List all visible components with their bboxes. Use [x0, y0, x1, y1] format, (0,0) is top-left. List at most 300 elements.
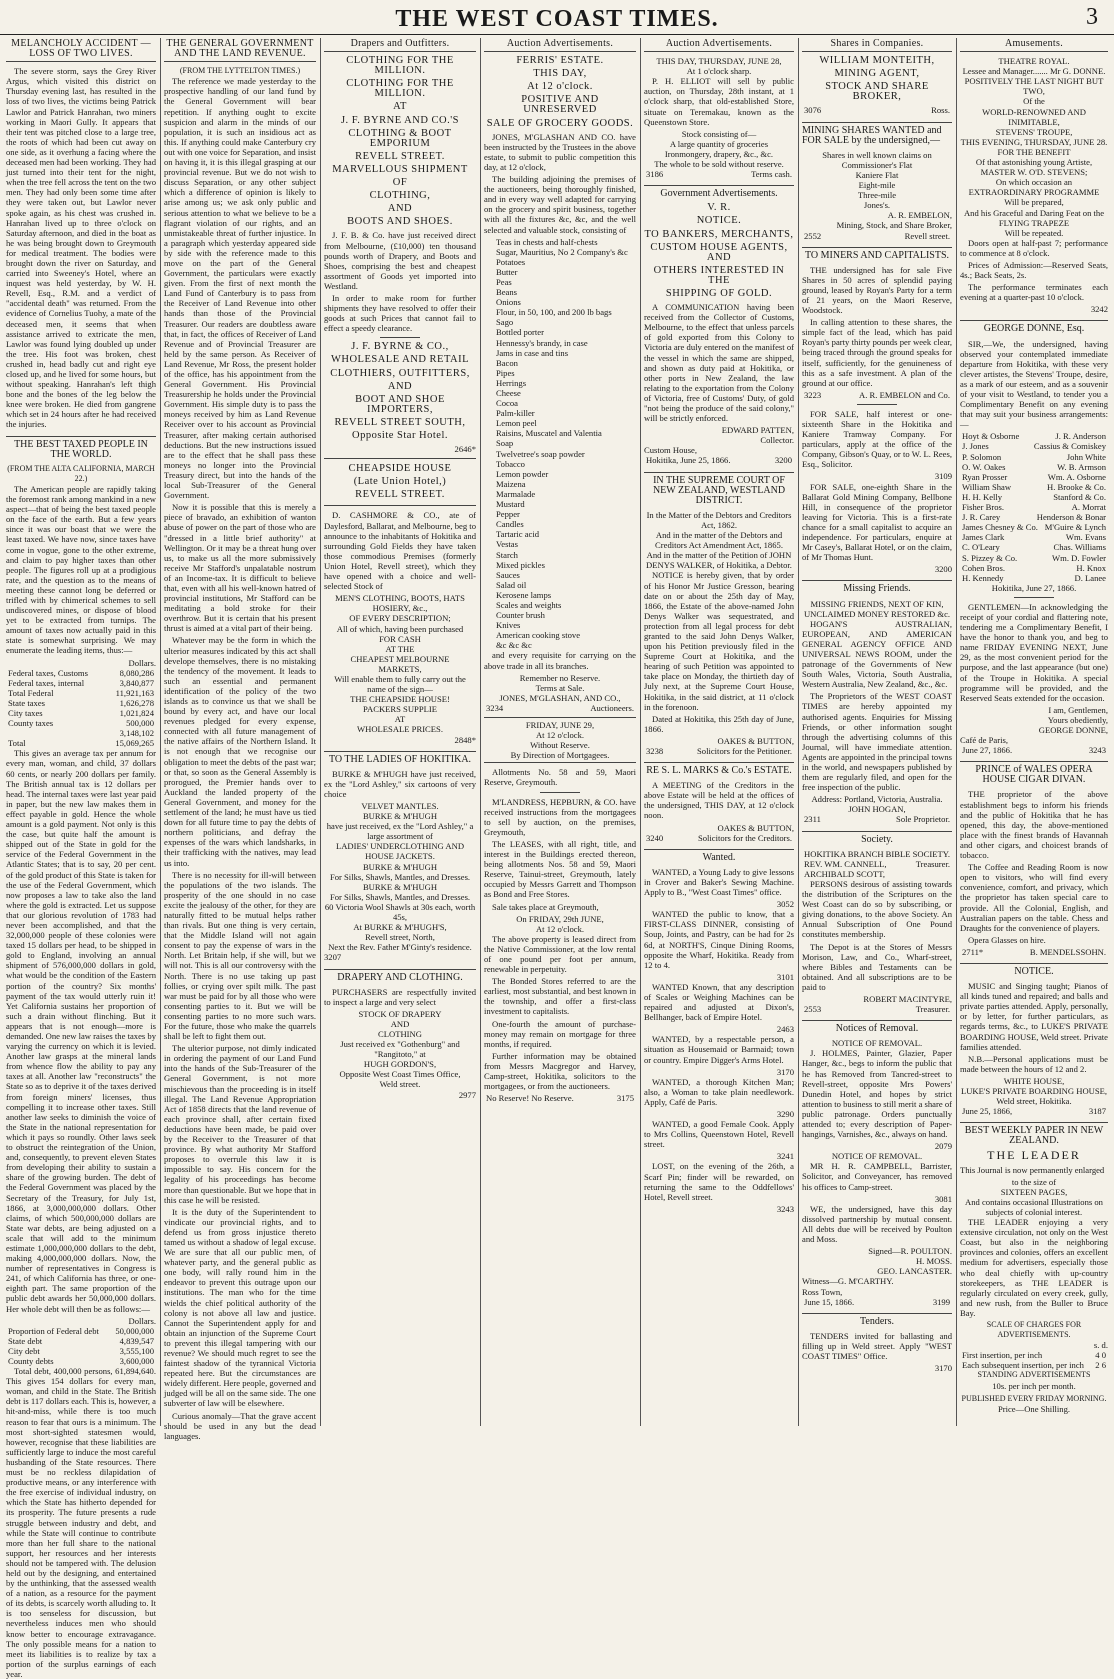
ad-body: The Bonded Stores referred to are the earliest, most substantial, and best known in the township, and offer a first-class investment to capitalists. — [484, 976, 636, 1017]
ad-line: PACKERS SUPPLIE — [363, 704, 437, 715]
ad-line: Revell street, North, — [365, 932, 435, 943]
ad-role: Sole Proprietor. — [896, 814, 950, 825]
ad-body: MUSIC and Singing taught; Pianos of all kinds tuned and repaired; and balls and private parties attended. Apply, personally, or by letter, for further particulars, as regards terms, &c., to LUKE'S PRIVATE BOARDING HOUSE, Weld street. Private families attended. — [960, 981, 1108, 1052]
ad-line: Eight-mile — [858, 180, 896, 191]
row-value: 1,021,824 — [119, 708, 154, 718]
signatory-name: A. Morrat — [1071, 502, 1106, 513]
article-source: (FROM THE LYTTELTON TIMES.) — [179, 66, 301, 76]
ad-line: HOSIERY, &c., — [372, 603, 428, 614]
ad-line: Lemon powder — [496, 468, 549, 479]
ad-line: Vestas — [496, 539, 518, 550]
ad-line: WILLIAM MONTEITH, — [819, 55, 935, 67]
wanted-ad: WANTED, a Young Lady to give lessons in Crover and Baker's Sewing Machine. Apply to B., "West Coast Times" office. — [644, 866, 794, 898]
ad-number: 2646* — [454, 444, 476, 455]
ad-line: STOCK AND SHARE BROKER, — [825, 81, 929, 103]
ad-line: VELVET MANTLES. — [361, 801, 439, 811]
ad-signature: EDWARD PATTEN, — [721, 425, 794, 436]
row-value: 2 6 — [1095, 1360, 1106, 1371]
ad-heading: RE S. L. MARKS & Co.'s ESTATE. — [644, 762, 794, 776]
auction-friday — [484, 717, 636, 763]
signatory-name: J. Jones — [962, 441, 989, 452]
ad-line: By Direction of Mortgagees. — [510, 750, 610, 761]
column-3 — [324, 38, 476, 1426]
row-value: 500,000 — [126, 718, 154, 729]
signatory-row — [960, 452, 1108, 462]
ad-body: Dated at Hokitika, this 25th day of June, 1866. — [644, 713, 794, 734]
ad-line: And in the matter of the Petition of JOHN DENYS WALKER, of Hokitika, a Debtor. — [646, 550, 792, 571]
ad-line: STANDING ADVERTISEMENTS — [977, 1370, 1091, 1380]
signatory-row — [960, 532, 1108, 542]
ad-line: EXTRAORDINARY PROGRAMME — [968, 187, 1100, 198]
ad-signature: JOHN HOGAN, — [848, 804, 906, 815]
table-unit: Dollars. — [128, 1315, 156, 1326]
table-row — [6, 1356, 156, 1366]
column-rule — [640, 38, 641, 1426]
row-value: 8,080,286 — [119, 667, 154, 678]
ad-line: Tartaric acid — [496, 529, 540, 540]
column-rule — [160, 38, 161, 1426]
ad-line: GEORGE DONNE, — [1038, 725, 1108, 735]
ad-number: 3175 — [616, 1093, 634, 1104]
ad-line: Lessee and Manager....... Mr G. DONNE. — [962, 66, 1106, 77]
ad-heading: TO THE LADIES OF HOKITIKA. — [324, 751, 476, 765]
table-row — [6, 738, 156, 748]
ad-line: Sauces — [496, 569, 520, 580]
ad-line: THEATRE ROYAL. — [998, 56, 1070, 67]
ad-line: OTHERS INTERESTED IN THE — [653, 264, 785, 286]
ad-body: M'LANDRESS, HEPBURN, & CO. have received instructions from the mortgagees to sell by auction, on the premises, Greymouth, — [484, 796, 636, 837]
signatory-name: Ryan Prosser — [962, 471, 1008, 482]
ad-body: P. H. ELLIOT will sell by public auction, on Thursday, 28th instant, at 1 o'clock sharp, that old-established Store, situate on Teremakau, known as the Queenstown Store. — [644, 76, 794, 127]
signatory-name: H. Kennedy — [962, 572, 1004, 583]
ad-place: Custom House, — [644, 445, 697, 456]
ad-line: Price—One Shilling. — [997, 1403, 1071, 1414]
ad-body: NOTICE is hereby given, that by order of his Honor Mr Justice Gresson, bearing date on or about the 25th day of May, 1866, the Estate of the above-named John Denys Walker was sequestrated, and protection from all legal process for debt granted to the said John Denys Walker, upon his Petition previously filed in the Supreme Court at Hokitika, and the hearing of such Petition was appointed to take place on Monday, the thirtieth day of July next, at the Supreme Court House, Hokitika, in the said district, at 11 o'clock in the forenoon. — [644, 570, 794, 712]
row-value: 11,921,163 — [115, 687, 154, 698]
ad-line: THIS DAY, — [533, 68, 587, 80]
ad-line: On which occasion an — [995, 177, 1073, 188]
ad-heading: NOTICE OF REMOVAL. — [831, 1151, 923, 1162]
ad-line: Commissioner's Flat — [841, 159, 913, 170]
ad-number: 3207 — [324, 952, 342, 963]
ad-line: Twelvetree's soap powder — [496, 448, 585, 459]
signatory-name: James Clark — [962, 532, 1005, 543]
ad-heading: GEORGE DONNE, Esq. — [960, 320, 1108, 334]
ad-line: REVELL STREET. — [355, 489, 445, 501]
ad-number: 2463 — [776, 1024, 794, 1035]
row-label: City taxes — [8, 708, 43, 718]
columns — [6, 38, 1108, 1679]
signatory-row — [960, 512, 1108, 522]
row-label: Total Federal — [8, 687, 54, 698]
ad-line: WHITE HOUSE, — [1003, 1075, 1065, 1086]
signatory-name: Cohen Bros. — [962, 562, 1005, 573]
ad-line: Next the Rev. Father M'Ginty's residence. — [328, 942, 472, 953]
ad-line: HUGH GORDON'S, — [363, 1059, 437, 1070]
column-5 — [644, 38, 794, 1426]
ad-lines — [324, 801, 476, 952]
table-row — [6, 1326, 156, 1336]
ad-line: Sugar, Mauritius, No 2 Company's &c — [496, 246, 628, 257]
ad-line: Cheese — [496, 388, 521, 398]
ad-date: June 27, 1866. — [962, 745, 1013, 756]
row-label: Each subsequent insertion, per inch — [962, 1360, 1084, 1371]
ad-line: AND — [387, 203, 413, 215]
ad-date: Hokitika, June 27, 1866. — [991, 582, 1077, 593]
ad-line: BOOT AND SHOE IMPORTERS, — [355, 393, 445, 415]
row-value: 1,626,278 — [119, 697, 154, 708]
row-label: County taxes — [8, 718, 54, 729]
ad-line: At 12 o'clock. — [535, 730, 585, 741]
signatory-name: Chas. Williams — [1053, 542, 1106, 553]
ad-line: POSITIVELY THE LAST NIGHT BUT TWO, — [964, 76, 1104, 97]
ad-line: Opposite West Coast Times Office, — [339, 1069, 461, 1080]
section-heading: Auction Advertisements. — [644, 39, 794, 52]
ad-witness: Witness—G. M'CARTHY. — [802, 1276, 894, 1287]
ad-line: All of which, having been purchased — [336, 623, 464, 634]
ad-line: CUSTOM HOUSE AGENTS, AND — [650, 241, 788, 263]
ad-role: Solicitors for the Petitioner. — [697, 746, 792, 756]
signatory-name: J. R. Carey — [962, 512, 1001, 523]
ad-body: A MEETING of the Creditors in the above Estate will be held at the offices of the undersigned, THIS DAY, at 12 o'clock noon. — [644, 780, 794, 821]
ad-line: THE CHEAPSIDE HOUSE! — [350, 694, 450, 705]
ad-line: Onions — [496, 297, 521, 308]
ad-line: Pipes — [496, 367, 515, 378]
ad-line: Peas — [496, 276, 512, 287]
ad-signature: B. MENDELSSOHN. — [1029, 946, 1106, 957]
ad-number: 2977 — [458, 1089, 476, 1100]
table-row — [960, 1360, 1108, 1370]
ad-number: 3199 — [932, 1296, 950, 1307]
ad-line: On FRIDAY, 29th JUNE, — [516, 913, 604, 924]
ad-line: REVELL STREET SOUTH, — [334, 416, 466, 428]
ad-number: 3101 — [776, 971, 794, 982]
ad-body: PERSONS desirous of assisting towards the distribution of the Scriptures on the West Coast can do so by subscribing, or giving donations, to the above Society. An Annual Subscription of One Pound constitutes membership. — [802, 878, 952, 940]
table-row — [6, 698, 156, 708]
ad-theatre-royal — [960, 56, 1108, 238]
signatory-row — [960, 472, 1108, 482]
ad-lines — [324, 1009, 476, 1090]
ad-line: CLOTHING FOR THE MILLION. — [346, 55, 454, 77]
ad-line: OF — [392, 177, 408, 189]
ad-body: N.B.—Personal applications must be made between the hours of 12 and 2. — [960, 1053, 1108, 1074]
ad-line: Maizena — [496, 478, 526, 489]
ad-line: CLOTHING FOR THE MILLION. — [346, 78, 454, 100]
ad-signature: OAKES & BUTTON, — [717, 822, 794, 833]
article-heading: THE BEST TAXED PEOPLE IN THE WORLD. — [6, 436, 156, 460]
signatory-name: P. Solomon — [962, 451, 1002, 462]
ad-lines — [324, 593, 476, 734]
signatory-name: James Chesney & Co. — [962, 522, 1038, 533]
section-heading: Auction Advertisements. — [484, 39, 636, 52]
ad-body: The performance terminates each evening at a quarter-past 10 o'clock. — [960, 282, 1108, 303]
ad-line: WORLD-RENOWNED AND INIMITABLE, — [982, 106, 1086, 127]
ad-line: 10s. per inch per month. — [992, 1380, 1076, 1391]
table-row — [960, 1350, 1108, 1360]
ad-number: 3238 — [646, 746, 664, 756]
ad-line: Three-mile — [857, 190, 897, 201]
ad-body: Sale takes place at Greymouth, — [492, 901, 599, 912]
table-row — [6, 708, 156, 718]
ad-line: Yours obediently, — [1047, 714, 1108, 725]
masthead-title: THE WEST COAST TIMES. — [395, 6, 719, 32]
page-number: 3 — [1086, 4, 1098, 30]
ad-line: Jones's. — [863, 200, 891, 211]
ad-line: At BURKE & M'HUGH'S, — [353, 922, 447, 933]
ad-line: OF EVERY DESCRIPTION; — [349, 613, 451, 624]
ad-secretary: ARCHIBALD SCOTT, — [804, 868, 886, 879]
signatory-row — [960, 522, 1108, 532]
column-6 — [802, 38, 952, 1426]
ad-line: WHOLESALE AND RETAIL — [330, 354, 470, 366]
ad-body: The building adjoining the premises of the auctioneers, being thoroughly finished, and in every way well adapted for carrying on the grocery and spirit business, together with all the fixtures &c, &c, and the well selected and valuable stock, consisting of — [484, 174, 636, 235]
section-heading: Notices of Removal. — [802, 1020, 952, 1034]
ad-terms: Terms cash. — [751, 169, 792, 180]
ad-line: Kerosene lamps — [496, 589, 552, 600]
ad-line: Stock consisting of— — [681, 128, 757, 139]
advertisement-byrne-wholesale — [324, 342, 476, 441]
ad-body: A COMMUNICATION having been received from the Collector of Customs, Melbourne, to the effect that unless parcels of gold exported from this Colony to Victoria are duly entered on the manifest of the vessel in which the same are shipped, and shown as duty paid at Hokitika, or other ports in New Zealand, the law relating to the exportation from the Colony of Victoria, free of Customs' Duty, of gold "not being the produce of the said colony," will be strictly enforced. — [644, 302, 794, 424]
ad-line: Potatoes — [496, 256, 526, 267]
ad-heading: HOKITIKA BRANCH BIBLE SOCIETY. — [804, 848, 950, 859]
ad-line: STEVENS' TROUPE, — [995, 126, 1073, 137]
ad-line: Jams in case and tins — [496, 347, 569, 358]
ad-line: Pepper — [496, 509, 520, 520]
article-paragraph: Curious anomaly—That the grave accent should be used in any but the dead languages. — [164, 1410, 316, 1441]
signatory-row — [960, 441, 1108, 451]
ad-heading: MISSING FRIENDS, NEXT OF KIN, UNCLAIMED MONEY RESTORED &c. — [803, 598, 951, 619]
ad-line: CHEAPSIDE HOUSE — [348, 463, 452, 475]
ad-number: 3223 — [804, 389, 822, 400]
ad-line: Scales and weights — [496, 599, 562, 610]
ad-line: Opposite Star Hotel. — [351, 430, 449, 441]
ad-line: Butter — [496, 266, 518, 277]
ad-line: Teas in chests and half-chests — [496, 236, 598, 247]
ad-line: 60 Victoria Wool Shawls at 30s each, worth 45s, — [324, 901, 476, 923]
wanted-ad: WANTED the public to know, that a FIRST-CLASS DINNER, consisting of Soup, Joints, and Pastry, can be had for 2s 6d, at NORTH'S, Cinque Dining Rooms, opposite the Wharf, Hokitika. Ready from 12 to 4. — [644, 909, 794, 970]
ad-line: LADIES' UNDERCLOTHING AND HOUSE JACKETS. — [335, 841, 465, 862]
article-paragraph: This gives an average tax per annum for every man, woman, and child, 37 dollars 60 cents, or nearly 200 dollars per family. The British annual tax is 12 dollars per head. The internal taxes were last year paid in paper, but the new law makes them in effect payable in gold. Hence the whole amount is a gold payment. Not only is this the case, but quite half the amount is shipped out of the State in gold for the service of the Federal Government in the Atlantic States; that is to say, 20 per cent. of the gold product of this State is taken for the use of the Federal Government, which now proposes a law to take also the land where the gold is extracted. Let us suppose that our glorious revolution of 1783 had never been accomplished, and that the 32,000,000 people of these colonies were taxed 15 dollars per head, to be shipped in gold to England, involving an annual shipment of 576,000,000 dollars in gold, what would be the condition of the Eastern portion of the country? Six months' payment of the tax would utterly ruin it! Yet California sustains her proportion of such a drain without flinching. But it appears that is not enough—more is demanded. One new law raises the taxes by varying the currency on which it is levied. Another law grasps at the mineral lands from whence flow the ability to pay any taxes at all. Another law "reconstructs" the State so as to deprive it of the taxes derived from foreign miners' licenses, thus compelling it to increase other taxes. Still another law seeks to diminish the voice of the State in the national representation for which it pays so roundly. Other laws seek to obstruct the reintegration of the Union, and, consequently, to prevent eleven States from developing their ability to sustain a share of the growing burden. The debt of the Federal Government was placed by the Secretary of the Treasury, for July 1st, 1866, at 3,000,000,000 dollars. Other claims, of which 500,000,000 dollars are State war debts, are being adjusted on a scale that will add to the minimum estimate 1,000,000,000 dollars to the debt, making 4,000,000,000 dollars. Now, the number of representatives in Congress is 241, of which California has three, or one-eighth part. The same proportion of the public debt awards her 50,000,000 dollars. Her whole debt will then be as follows:— — [6, 748, 156, 1314]
ad-body: The LEASES, with all right, title, and interest in the Buildings erected thereon, being allotments Nos. 58 and 59, Maori Reserve, Tainui-street, Greymouth, lately occupied by Messrs Garrett and Thompson as Bond and Free Stores. — [484, 838, 636, 900]
ad-line: Candles — [496, 519, 524, 530]
ad-body: GENTLEMEN—In acknowledging the receipt of your cordial and flattering note, tendering me a Complimentary Benefit, I have the honor to thank you, and beg to name FRIDAY EVENING NEXT, June 29, as the most convenient period for the purpose, and the last appearance (but one) of the Troupe in Hokitika. A special programme will be provided, and the Reserved Seats extended for the occasion. — [960, 601, 1108, 703]
row-label: State taxes — [8, 697, 45, 708]
ad-line: AT — [394, 714, 406, 725]
ad-title: NOTICE. — [696, 215, 742, 227]
ad-body: In order to make room for further shipments they have resolved to offer their goods at such Prices that cannot fail to effect a speedy clearance. — [324, 292, 476, 334]
ad-line: At 12 o'clock. — [527, 81, 593, 93]
ad-lines — [484, 914, 636, 934]
ad-line: THIS EVENING, THURSDAY, JUNE 28. — [960, 136, 1108, 147]
ad-line: subjects of colonial interest. — [985, 1206, 1083, 1217]
ad-line: Will be prepared, — [1004, 197, 1064, 208]
ad-line: BOOTS AND SHOES. — [347, 216, 453, 228]
ad-line: JONES, M'GLASHAN, AND CO., — [499, 692, 621, 703]
ad-line: Marmalade — [496, 488, 536, 499]
article-paragraph: The American people are rapidly taking the foremost rank among mankind in a new aspect—that of being the best taxed people on the face of the earth. But a few years since it was our boast that we were the least taxed. We have now, since taxes have come in vogue, gone to the other extreme, and claim to pay higher taxes than other people. The figures roll up at a prodigious rate, and the question as to the means of meeting these cannot long be deferred or trifled with by chimerical schemes to sell undiscovered mines, or dispose of blood yet to be extracted from turnips. The amount of taxes now actually paid in this state is somewhat surprising. We may enumerate the leading items, thus:— — [6, 483, 156, 656]
ad-line: Ironmongery, drapery, &c., &c. — [664, 148, 774, 159]
ad-line: CLOTHING — [378, 1028, 422, 1039]
ad-lines — [960, 705, 1108, 735]
ad-body: SIR,—We, the undersigned, having observed your contemplated immediate departure from Hokitika, with these very clever artistes, the Stevens' Troupe, desire, as a mark of our esteem, and as a souvenir of your visit to Westland, to tender you a Complimentary Benefit on any evening that may suit your business arrangements:— — [960, 338, 1108, 430]
ad-line: Bottled porter — [496, 327, 544, 338]
ad-line: MASTER W. O'D. STEVENS; — [980, 167, 1088, 178]
ad-role: Collector. — [760, 435, 794, 446]
ad-line: REVELL STREET. — [355, 150, 445, 162]
signatory-name: W. B. Armson — [1057, 461, 1106, 472]
ad-number: 2553 — [804, 1004, 822, 1015]
ad-line: Will be repeated. — [1004, 227, 1064, 238]
ad-body: Further information may be obtained from Messrs Macgregor and Harvey, Camp-street, Hokitika, solicitors to the mortgagees, or from the auctioneers. — [484, 1050, 636, 1092]
ad-date: June 25, 1866, — [962, 1106, 1013, 1117]
ad-number: 2848* — [454, 734, 476, 745]
section-heading: Tenders. — [802, 1313, 952, 1327]
ad-number: 3200 — [934, 564, 952, 575]
ad-lines — [644, 510, 794, 571]
article-paragraph: Total debt, 400,000 persons, 61,894,640. This gives 154 dollars for every man, woman, and child in the State. The British debt is 117 dollars each. This is, however, a hit-and-miss, while there is too much reason to fear that ours is a minimum. The most short-sighted statesmen would, however, recognise that these liabilities are sufficiently large to induce the most careful husbanding of the State resources. There must be no reckless dilapidation of productive means, or any interference with the free exercise of individual industry, on which the State has hitherto depended for its prosperity. The future presents a rude struggle between industry and debt, and while the State will continue to contribute more than her full share to the national support, her resources and her interests should not be tampered with. The delusion held out by the designing, and entertained by the unthinking, that the assessed wealth of a nation, as a resource for the payment of its debts, is scarcely worth alluding to. It is too senseless for discussion, but nevertheless induces men who should know better to encourage extravagance. The only possible means for a nation to meet its liabilities is to realize by tax a portion of the surplus earnings of each year. — [6, 1366, 156, 1679]
row-label: County debts — [8, 1356, 54, 1366]
row-label: Proportion of Federal debt — [8, 1325, 99, 1336]
article-heading: THE GENERAL GOVERNMENT AND THE LAND REVENUE. — [164, 39, 316, 62]
ad-line: A large quantity of groceries — [669, 138, 769, 149]
wanted-ad: WANTED, by a respectable person, a situation as Housemaid or Barmaid; town or country. Empire Digger's Arms Hotel. — [644, 1034, 794, 1065]
ad-body: HOGAN'S AUSTRALIAN, EUROPEAN, AND AMERICAN GENERAL AGENCY OFFICE AND UNIVERSAL NEWS ROOM, under the patronage of the Governments of New South Wales, Victoria, South Australia, Western Australia, New Zealand, &c., &c. — [802, 618, 952, 690]
signatory-name: Wm. A. Osborne — [1047, 471, 1106, 482]
row-value: 4 0 — [1095, 1350, 1106, 1361]
ad-line: Starch — [496, 549, 518, 560]
ad-line: Remember no Reserve. — [519, 672, 601, 683]
row-label: Federal taxes, internal — [8, 677, 85, 688]
row-value: 15,069,265 — [115, 738, 154, 749]
ad-heading: V. R. — [707, 202, 731, 214]
ad-line: Lemon peel — [496, 418, 537, 429]
ad-monteith — [802, 56, 952, 102]
article-source: (FROM THE ALTA CALIFORNIA, MARCH 22.) — [7, 463, 155, 483]
ad-line: And his Graceful and Daring Feat on the — [963, 207, 1105, 218]
ad-line: BURKE & M'HUGH — [362, 811, 438, 822]
article-paragraph: It is the duty of the Superintendent to vindicate our provincial rights, and to defend us from gross injustice thereto tamed us without a shadow of legal excuse. We are sure that all our public men, of whatever party, and the general public as one body, will rally round him in the endeavor to prevent this outrage upon our institutions. The man who for the time wields the chief political authority of the colony is not above all law and justice. Cannot the Superintendent apply for and obtain an injunction of the Supreme Court to prevent this illegal tampering with our revenue? We should much regret to see the faintest shadow of the tyrannical Victoria repeated here. But the circumstances are widely different. Here people, governed and judged will be all on the same side. The one subverter of law will be elsewhere. — [164, 1206, 316, 1409]
ad-line: Cocoa — [496, 398, 518, 409]
ad-line: CLOTHING, — [369, 190, 431, 202]
section-heading: Government Advertisements. — [644, 185, 794, 199]
ad-number: 3076 — [804, 105, 822, 116]
column-4 — [484, 38, 636, 1426]
ad-line: POSITIVE AND UNRESERVED — [521, 94, 599, 116]
row-value: 50,000,000 — [115, 1325, 154, 1336]
ad-body: PURCHASERS are respectfully invited to inspect a large and very select — [324, 986, 476, 1007]
ad-body: TENDERS invited for ballasting and filling up in Weld street. Apply "WEST COAST TIMES" Office. — [802, 1330, 952, 1361]
ad-number: 3187 — [1088, 1106, 1106, 1117]
ad-line: Raisins, Muscatel and Valentia — [496, 428, 602, 439]
article-paragraph: Now it is possible that this is merely a piece of bravado, an exhibition of wanton abuse of power on the part of those who are "dressed in a little brief authority" at Wellington. Or it may be a threat hung over us, to make us all the more submissively receive Mr Stafford's unpalatable nostrum of an Income-tax. It is difficult to believe that, even with all his well-known hatred of provincial institutions, Mr Stafford can be meditating a bold stroke for their overthrow. But it is certain that his present thrust is aimed at a vital part of their being. — [164, 502, 316, 634]
ad-footer: No Reserve! No Reserve. — [486, 1093, 574, 1104]
column-2 — [164, 38, 316, 1441]
ad-line: WHOLESALE PRICES. — [357, 724, 443, 735]
ad-body: Allotments No. 58 and 59, Maori Reserve, Greymouth. — [484, 767, 636, 788]
ad-line: to the size of — [1011, 1176, 1057, 1187]
ad-heading: TO MINERS AND CAPITALISTS. — [802, 247, 952, 261]
ad-body: One-fourth the amount of purchase-money may remain on mortgage for three months, if required. — [484, 1018, 636, 1049]
signatory-row — [960, 431, 1108, 441]
signatory-name: Stanford & Co. — [1053, 491, 1106, 502]
wanted-ad: LOST, on the evening of the 26th, a Scarf Pin; finder will be rewarded, on returning the same to the Oddfellows' Hotel, Revell street. — [644, 1161, 794, 1202]
ad-signature: A. R. EMBELON, — [887, 210, 952, 221]
masthead — [0, 0, 1114, 35]
section-heading: Drapers and Outfitters. — [324, 39, 476, 52]
section-heading: Amusements. — [960, 39, 1108, 52]
ad-body: THE undersigned has for sale Five Shares in 50 acres of splendid paying ground, leased by Royan's Party for a term of 21 years, on the Maori Reserve, Woodstock. — [802, 264, 952, 316]
ad-number: 3109 — [934, 471, 952, 482]
ad-title: THE LEADER — [987, 1148, 1081, 1163]
ad-line: Hennessy's brandy, in case — [496, 337, 588, 348]
ad-line: SALE OF GROCERY GOODS. — [486, 117, 634, 129]
ad-body: JONES, M'GLASHAN AND CO. have been instructed by the Trustees in the above estate, to submit to public competition this day, at 12 o'clock, — [484, 131, 636, 172]
ad-heading: DRAPERY AND CLOTHING. — [324, 969, 476, 983]
row-label: Total — [8, 738, 26, 749]
ad-body: FOR SALE, half interest or one-sixteenth Share in the Hokitika and Kaniere Tramway Company. For particulars, apply at the office of the Company, Gibson's Quay, or to W. L. Rees, Esq., Solicitor. — [802, 408, 952, 470]
stock-list — [484, 237, 636, 651]
ad-body: J. HOLMES, Painter, Glazier, Paper Hanger, &c., begs to inform the public that he has Removed from Tancred-street to Revell-street, opposite Mrs Powers' Dunedin Hotel, and hopes by strict attention to business to still merit a share of public patronage. Orders punctually attended to; every description of Paper-hangings, Varnishes, &c., always on hand. — [802, 1048, 952, 1140]
row-value: 4,839,547 — [119, 1335, 154, 1346]
wanted-ad: WANTED, a thorough Kitchen Man; also, a Woman to take plain needlework. Apply, Café de Paris. — [644, 1076, 794, 1107]
ad-line: J. F. BYRNE & CO., — [351, 341, 449, 353]
signatory-name: D. Lanee — [1074, 572, 1106, 583]
column-rule — [798, 38, 799, 1426]
ad-lines — [644, 230, 794, 300]
ad-line: Bacon — [496, 357, 518, 368]
table-unit: Dollars. — [128, 657, 156, 668]
debt-table — [6, 1326, 156, 1366]
article-paragraph: There is no necessity for ill-will between the populations of the two islands. The prosperity of the one should in no case excite the jealousy of the other, for they are naturally fitted to be mutual helps rather than rivals. But one thing is very certain, that the Middle Island will not again consent to pay the expense of wars in the North. Let Britain help, if she will, but we will not. This is all our controversy with the North. There is no use taking up past follies, or crying over spilt milk. The past war must be paid for by all those who were consenting parties to it. But we will be consenting parties to no more such wars. For the future, those who make the quarrels shall be left to fight them out. — [164, 869, 316, 1042]
signatory-name: H. H. Kelly — [962, 491, 1003, 502]
ad-place: Revell street. — [904, 230, 950, 241]
ad-number: 2711* — [962, 946, 984, 957]
ad-line: Terms at Sale. — [535, 682, 585, 693]
ad-heading: NOTICE. — [960, 963, 1108, 977]
ad-line: CHEAPEST MELBOURNE — [350, 653, 450, 664]
signatory-name: Fisher Bros. — [962, 502, 1005, 513]
ad-line: For Silks, Shawls, Mantles, and Dresses. — [329, 871, 471, 882]
ad-body: In calling attention to these shares, the simple fact of the lead, which has paid Royan's party thirty pounds per week clear, being traced through the ground speaks for itself, sufficiently, for the genuineness of this as a safe investment. A plan of the ground at our office. — [802, 317, 952, 388]
signatory-row — [960, 492, 1108, 502]
ad-body: FOR SALE, one-eighth Share in the Ballarat Gold Mining Company, Bellbone Hill, in consequence of the proprietor leaving for Victoria. This is a first-rate chance for a small capitalist to acquire an independence. For particulars, enquire at Mr Casey's, Ballarat Hotel, or on the claim, of Mr Thomas Hunt. — [802, 481, 952, 563]
article-paragraph: The reference we made yesterday to the prospective handling of our land fund by the General Government will bear repetition. If anything ought to excite suspicion and alarm in the minds of our population, it is such an insidious act as this. If anything could make Canterbury cry out with one voice for Separation, and insist on having it, it is this illegal grasping at our provincial revenue. But we do not wish to discuss Separation, or any other subject which a difference of opinion is likely to arise among us; we ask only public and serious attention to what we believe to be a flagrant violation of our rights, and an unmistakeable threat of further injustice. In a paragraph which yesterday appeared side by side with the reference made to this move on the part of the General Government, the particulars were exactly given. From the first of next month the Land Fund of Canterbury is to pass from the Receiver of Land Revenue into other hands than those of the Provincial Treasurer. Our readers are doubtless aware that, in fact, the offices of Receiver of Land Revenue and of Provincial Treasurer are held by the same person. As Receiver of Land Revenue, Mr Ross, the present holder of the office, has his appointment from the General Government. His Provincial Treasurership he holds under the Provincial Government. His simple duty is to pass the moneys received by him as Land Revenue Receiver over to his account as Provincial Treasurer, after making certain authorised deductions. But the new instructions issued are to the effect that he shall pass these moneys no longer into the Provincial Treasury direct, but into the hands of the local Sub-Treasurer of the General Government. — [164, 76, 316, 501]
ad-heading: MINING SHARES WANTED and FOR SALE by the undersigned,— — [802, 122, 952, 146]
ad-number: 3081 — [934, 1193, 952, 1204]
section-heading: Missing Friends. — [802, 580, 952, 594]
ad-line: Shares in well known claims on — [822, 149, 932, 160]
signatory-name: Hoyt & Osborne — [962, 431, 1020, 442]
ad-line: LUKE'S PRIVATE BOARDING HOUSE, — [960, 1086, 1108, 1096]
ad-address: Address: Portland, Victoria, Australia. — [811, 794, 943, 805]
signatory-name: S. Pizzey & Co. — [962, 552, 1018, 563]
ad-line: (Late Union Hotel,) — [353, 476, 447, 488]
ad-line: At 1 o'clock sharp. — [686, 66, 752, 77]
article-heading: MELANCHOLY ACCIDENT — LOSS OF TWO LIVES. — [6, 39, 156, 62]
ad-body: Doors open at half-past 7; performance to commence at 8 o'clock. — [960, 237, 1108, 258]
ad-body: WE, the undersigned, have this day dissolved partnership by mutual consent. All debts due will be received by Poulton and Moss. — [802, 1203, 952, 1245]
ad-number: 3242 — [1090, 304, 1108, 315]
ad-line: MARKETS, — [378, 663, 422, 674]
row-value: 3,555,100 — [119, 1345, 154, 1356]
ad-body: The above property is leased direct from the Native Commissioner, at the low rental of one pound per foot per annum, renewable in perpetuity. — [484, 933, 636, 975]
ad-line: FERRIS' ESTATE. — [516, 55, 604, 67]
ad-line: PUBLISHED EVERY FRIDAY MORNING. — [961, 1393, 1107, 1403]
ad-line: BURKE & M'HUGH — [362, 881, 438, 892]
section-heading: Society. — [802, 831, 952, 845]
ad-heading: IN THE SUPREME COURT OF NEW ZEALAND, WESTLAND DISTRICT. — [644, 472, 794, 506]
ad-line: Mustard — [496, 499, 525, 510]
